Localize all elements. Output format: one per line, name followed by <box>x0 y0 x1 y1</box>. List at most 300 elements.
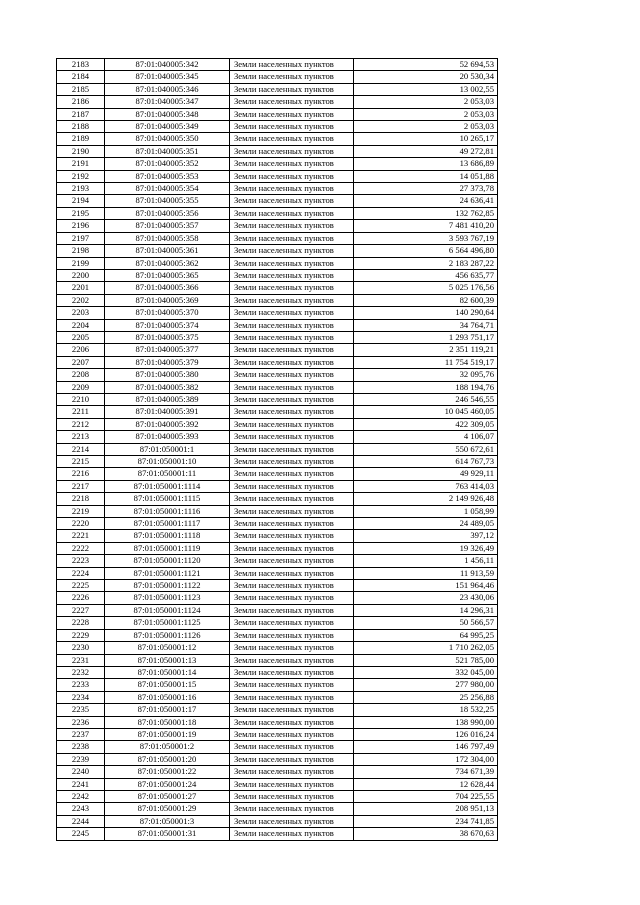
land-category-cell: Земли населенных пунктов <box>230 207 354 219</box>
table-row <box>57 220 498 232</box>
cadastral-value-cell: 49 272,81 <box>354 145 498 157</box>
row-number-cell: 2205 <box>57 331 105 343</box>
cadastral-value-cell: 13 002,55 <box>354 83 498 95</box>
land-category-cell: Земли населенных пунктов <box>230 71 354 83</box>
cadastral-value-cell: 456 635,77 <box>354 269 498 281</box>
cadastral-number-cell: 87:01:050001:1118 <box>105 530 230 542</box>
table-row <box>57 778 498 790</box>
land-category-cell: Земли населенных пунктов <box>230 542 354 554</box>
table-row <box>57 418 498 430</box>
row-number-cell: 2221 <box>57 530 105 542</box>
row-number-cell: 2223 <box>57 555 105 567</box>
cadastral-number-cell: 87:01:050001:16 <box>105 691 230 703</box>
cadastral-value-cell: 20 530,34 <box>354 71 498 83</box>
row-number-cell: 2212 <box>57 418 105 430</box>
table-row <box>57 815 498 827</box>
land-category-cell: Земли населенных пунктов <box>230 654 354 666</box>
cadastral-number-cell: 87:01:040005:375 <box>105 331 230 343</box>
cadastral-number-cell: 87:01:050001:1125 <box>105 617 230 629</box>
table-row <box>57 344 498 356</box>
table-row <box>57 716 498 728</box>
land-category-cell: Земли населенных пунктов <box>230 344 354 356</box>
row-number-cell: 2204 <box>57 319 105 331</box>
cadastral-value-cell: 4 106,07 <box>354 431 498 443</box>
cadastral-value-cell: 2 351 119,21 <box>354 344 498 356</box>
land-category-cell: Земли населенных пунктов <box>230 642 354 654</box>
cadastral-number-cell: 87:01:050001:18 <box>105 716 230 728</box>
row-number-cell: 2229 <box>57 629 105 641</box>
table-row <box>57 567 498 579</box>
cadastral-value-cell: 11 754 519,17 <box>354 356 498 368</box>
cadastral-value-cell: 151 964,46 <box>354 580 498 592</box>
cadastral-value-cell: 332 045,00 <box>354 666 498 678</box>
land-category-cell: Земли населенных пунктов <box>230 505 354 517</box>
table-row <box>57 518 498 530</box>
land-category-cell: Земли населенных пунктов <box>230 331 354 343</box>
cadastral-value-cell: 23 430,06 <box>354 592 498 604</box>
land-category-cell: Земли населенных пунктов <box>230 418 354 430</box>
cadastral-number-cell: 87:01:050001:11 <box>105 468 230 480</box>
table-row <box>57 654 498 666</box>
cadastral-number-cell: 87:01:050001:1114 <box>105 480 230 492</box>
land-category-cell: Земли населенных пунктов <box>230 170 354 182</box>
table-row <box>57 393 498 405</box>
cadastral-number-cell: 87:01:050001:1116 <box>105 505 230 517</box>
row-number-cell: 2197 <box>57 232 105 244</box>
land-category-cell: Земли населенных пунктов <box>230 183 354 195</box>
cadastral-number-cell: 87:01:040005:365 <box>105 269 230 281</box>
row-number-cell: 2217 <box>57 480 105 492</box>
land-category-cell: Земли населенных пунктов <box>230 158 354 170</box>
row-number-cell: 2192 <box>57 170 105 182</box>
land-category-cell: Земли населенных пунктов <box>230 580 354 592</box>
land-category-cell: Земли населенных пунктов <box>230 778 354 790</box>
cadastral-number-cell: 87:01:050001:20 <box>105 753 230 765</box>
row-number-cell: 2190 <box>57 145 105 157</box>
row-number-cell: 2207 <box>57 356 105 368</box>
cadastral-number-cell: 87:01:050001:1122 <box>105 580 230 592</box>
row-number-cell: 2195 <box>57 207 105 219</box>
cadastral-number-cell: 87:01:040005:348 <box>105 108 230 120</box>
row-number-cell: 2222 <box>57 542 105 554</box>
row-number-cell: 2198 <box>57 245 105 257</box>
table-row <box>57 753 498 765</box>
cadastral-number-cell: 87:01:040005:342 <box>105 59 230 71</box>
row-number-cell: 2220 <box>57 518 105 530</box>
table-row <box>57 133 498 145</box>
land-category-cell: Земли населенных пунктов <box>230 728 354 740</box>
land-category-cell: Земли населенных пунктов <box>230 753 354 765</box>
row-number-cell: 2201 <box>57 282 105 294</box>
table-row <box>57 456 498 468</box>
table-row <box>57 629 498 641</box>
land-category-cell: Земли населенных пунктов <box>230 96 354 108</box>
cadastral-value-cell: 6 564 496,80 <box>354 245 498 257</box>
cadastral-value-cell: 2 053,03 <box>354 108 498 120</box>
land-category-cell: Земли населенных пунктов <box>230 766 354 778</box>
table-row <box>57 381 498 393</box>
cadastral-value-cell: 614 767,73 <box>354 456 498 468</box>
land-category-cell: Земли населенных пунктов <box>230 790 354 802</box>
table-row <box>57 96 498 108</box>
cadastral-value-cell: 138 990,00 <box>354 716 498 728</box>
cadastral-number-cell: 87:01:040005:357 <box>105 220 230 232</box>
cadastral-number-cell: 87:01:040005:366 <box>105 282 230 294</box>
row-number-cell: 2242 <box>57 790 105 802</box>
cadastral-value-cell: 3 593 767,19 <box>354 232 498 244</box>
cadastral-value-cell: 11 913,59 <box>354 567 498 579</box>
table-row <box>57 406 498 418</box>
row-number-cell: 2199 <box>57 257 105 269</box>
cadastral-value-cell: 52 694,53 <box>354 59 498 71</box>
cadastral-value-cell: 64 995,25 <box>354 629 498 641</box>
row-number-cell: 2186 <box>57 96 105 108</box>
row-number-cell: 2206 <box>57 344 105 356</box>
cadastral-value-cell: 18 532,25 <box>354 704 498 716</box>
table-row <box>57 443 498 455</box>
cadastral-value-cell: 550 672,61 <box>354 443 498 455</box>
row-number-cell: 2184 <box>57 71 105 83</box>
cadastral-value-cell: 1 456,11 <box>354 555 498 567</box>
land-category-cell: Земли населенных пунктов <box>230 393 354 405</box>
cadastral-value-cell: 7 481 410,20 <box>354 220 498 232</box>
cadastral-number-cell: 87:01:050001:1124 <box>105 604 230 616</box>
land-category-cell: Земли населенных пунктов <box>230 195 354 207</box>
table-row <box>57 604 498 616</box>
table-row <box>57 170 498 182</box>
table-row <box>57 555 498 567</box>
cadastral-number-cell: 87:01:040005:393 <box>105 431 230 443</box>
cadastral-value-cell: 246 546,55 <box>354 393 498 405</box>
row-number-cell: 2210 <box>57 393 105 405</box>
cadastral-value-cell: 49 929,11 <box>354 468 498 480</box>
cadastral-value-cell: 50 566,57 <box>354 617 498 629</box>
cadastral-value-table <box>56 58 498 841</box>
table-row <box>57 828 498 840</box>
cadastral-number-cell: 87:01:040005:353 <box>105 170 230 182</box>
row-number-cell: 2225 <box>57 580 105 592</box>
cadastral-number-cell: 87:01:050001:1121 <box>105 567 230 579</box>
cadastral-value-cell: 188 194,76 <box>354 381 498 393</box>
table-row <box>57 59 498 71</box>
land-category-cell: Земли населенных пунктов <box>230 617 354 629</box>
table-row <box>57 195 498 207</box>
cadastral-number-cell: 87:01:040005:354 <box>105 183 230 195</box>
row-number-cell: 2209 <box>57 381 105 393</box>
row-number-cell: 2200 <box>57 269 105 281</box>
land-category-cell: Земли населенных пунктов <box>230 83 354 95</box>
table-row <box>57 617 498 629</box>
cadastral-value-cell: 32 095,76 <box>354 369 498 381</box>
table-row <box>57 294 498 306</box>
row-number-cell: 2203 <box>57 307 105 319</box>
row-number-cell: 2244 <box>57 815 105 827</box>
row-number-cell: 2202 <box>57 294 105 306</box>
cadastral-value-cell: 2 149 926,48 <box>354 493 498 505</box>
table-row <box>57 803 498 815</box>
row-number-cell: 2232 <box>57 666 105 678</box>
cadastral-number-cell: 87:01:050001:17 <box>105 704 230 716</box>
cadastral-number-cell: 87:01:040005:351 <box>105 145 230 157</box>
row-number-cell: 2194 <box>57 195 105 207</box>
cadastral-value-cell: 2 053,03 <box>354 96 498 108</box>
land-category-cell: Земли населенных пунктов <box>230 530 354 542</box>
land-category-cell: Земли населенных пунктов <box>230 456 354 468</box>
cadastral-value-cell: 1 293 751,17 <box>354 331 498 343</box>
land-category-cell: Земли населенных пунктов <box>230 406 354 418</box>
table-row <box>57 642 498 654</box>
table-row <box>57 71 498 83</box>
table-row <box>57 108 498 120</box>
cadastral-value-cell: 132 762,85 <box>354 207 498 219</box>
table-row <box>57 121 498 133</box>
cadastral-number-cell: 87:01:050001:19 <box>105 728 230 740</box>
cadastral-value-cell: 10 045 460,05 <box>354 406 498 418</box>
row-number-cell: 2218 <box>57 493 105 505</box>
cadastral-value-cell: 24 489,05 <box>354 518 498 530</box>
row-number-cell: 2231 <box>57 654 105 666</box>
cadastral-value-cell: 25 256,88 <box>354 691 498 703</box>
cadastral-number-cell: 87:01:050001:13 <box>105 654 230 666</box>
cadastral-number-cell: 87:01:050001:10 <box>105 456 230 468</box>
row-number-cell: 2214 <box>57 443 105 455</box>
cadastral-number-cell: 87:01:050001:1120 <box>105 555 230 567</box>
cadastral-number-cell: 87:01:040005:380 <box>105 369 230 381</box>
cadastral-value-cell: 34 764,71 <box>354 319 498 331</box>
table-row <box>57 232 498 244</box>
land-category-cell: Земли населенных пунктов <box>230 691 354 703</box>
land-category-cell: Земли населенных пунктов <box>230 145 354 157</box>
land-category-cell: Земли населенных пунктов <box>230 679 354 691</box>
cadastral-value-cell: 172 304,00 <box>354 753 498 765</box>
row-number-cell: 2213 <box>57 431 105 443</box>
cadastral-number-cell: 87:01:040005:346 <box>105 83 230 95</box>
row-number-cell: 2196 <box>57 220 105 232</box>
table-row <box>57 480 498 492</box>
land-category-cell: Земли населенных пунктов <box>230 232 354 244</box>
cadastral-value-cell: 13 686,89 <box>354 158 498 170</box>
table-row <box>57 790 498 802</box>
cadastral-value-cell: 397,12 <box>354 530 498 542</box>
cadastral-value-cell: 82 600,39 <box>354 294 498 306</box>
cadastral-number-cell: 87:01:050001:14 <box>105 666 230 678</box>
cadastral-number-cell: 87:01:040005:389 <box>105 393 230 405</box>
table-row <box>57 505 498 517</box>
row-number-cell: 2233 <box>57 679 105 691</box>
row-number-cell: 2241 <box>57 778 105 790</box>
land-category-cell: Земли населенных пунктов <box>230 108 354 120</box>
land-category-cell: Земли населенных пунктов <box>230 567 354 579</box>
land-category-cell: Земли населенных пунктов <box>230 629 354 641</box>
land-category-cell: Земли населенных пунктов <box>230 716 354 728</box>
cadastral-value-cell: 1 710 262,05 <box>354 642 498 654</box>
table-row <box>57 257 498 269</box>
table-row <box>57 431 498 443</box>
land-category-cell: Земли населенных пунктов <box>230 741 354 753</box>
row-number-cell: 2245 <box>57 828 105 840</box>
cadastral-value-cell: 38 670,63 <box>354 828 498 840</box>
land-category-cell: Земли населенных пунктов <box>230 604 354 616</box>
land-category-cell: Земли населенных пунктов <box>230 803 354 815</box>
cadastral-number-cell: 87:01:040005:377 <box>105 344 230 356</box>
cadastral-number-cell: 87:01:040005:391 <box>105 406 230 418</box>
cadastral-number-cell: 87:01:050001:31 <box>105 828 230 840</box>
land-category-cell: Земли населенных пунктов <box>230 443 354 455</box>
cadastral-value-cell: 5 025 176,56 <box>354 282 498 294</box>
land-category-cell: Земли населенных пунктов <box>230 592 354 604</box>
cadastral-number-cell: 87:01:050001:22 <box>105 766 230 778</box>
land-category-cell: Земли населенных пунктов <box>230 815 354 827</box>
land-category-cell: Земли населенных пунктов <box>230 257 354 269</box>
row-number-cell: 2185 <box>57 83 105 95</box>
land-category-cell: Земли населенных пунктов <box>230 269 354 281</box>
land-category-cell: Земли населенных пунктов <box>230 666 354 678</box>
table-row <box>57 530 498 542</box>
table-row <box>57 83 498 95</box>
cadastral-value-cell: 763 414,03 <box>354 480 498 492</box>
table-row <box>57 704 498 716</box>
cadastral-number-cell: 87:01:040005:356 <box>105 207 230 219</box>
cadastral-value-cell: 1 058,99 <box>354 505 498 517</box>
row-number-cell: 2216 <box>57 468 105 480</box>
table-row <box>57 145 498 157</box>
row-number-cell: 2188 <box>57 121 105 133</box>
cadastral-value-cell: 277 980,00 <box>354 679 498 691</box>
cadastral-number-cell: 87:01:040005:362 <box>105 257 230 269</box>
cadastral-value-cell: 14 051,88 <box>354 170 498 182</box>
table-row <box>57 269 498 281</box>
land-category-cell: Земли населенных пунктов <box>230 307 354 319</box>
cadastral-number-cell: 87:01:050001:29 <box>105 803 230 815</box>
land-category-cell: Земли населенных пунктов <box>230 493 354 505</box>
land-category-cell: Земли населенных пунктов <box>230 431 354 443</box>
table-row <box>57 728 498 740</box>
table-row <box>57 183 498 195</box>
cadastral-value-cell: 140 290,64 <box>354 307 498 319</box>
table-row <box>57 158 498 170</box>
table-row <box>57 356 498 368</box>
cadastral-number-cell: 87:01:050001:15 <box>105 679 230 691</box>
cadastral-number-cell: 87:01:050001:12 <box>105 642 230 654</box>
cadastral-value-cell: 422 309,05 <box>354 418 498 430</box>
row-number-cell: 2183 <box>57 59 105 71</box>
land-category-cell: Земли населенных пунктов <box>230 121 354 133</box>
row-number-cell: 2224 <box>57 567 105 579</box>
land-category-cell: Земли населенных пунктов <box>230 369 354 381</box>
cadastral-number-cell: 87:01:050001:1119 <box>105 542 230 554</box>
row-number-cell: 2189 <box>57 133 105 145</box>
land-category-cell: Земли населенных пунктов <box>230 294 354 306</box>
land-category-cell: Земли населенных пунктов <box>230 245 354 257</box>
cadastral-number-cell: 87:01:050001:1117 <box>105 518 230 530</box>
table-row <box>57 580 498 592</box>
row-number-cell: 2208 <box>57 369 105 381</box>
row-number-cell: 2228 <box>57 617 105 629</box>
cadastral-value-cell: 234 741,85 <box>354 815 498 827</box>
row-number-cell: 2230 <box>57 642 105 654</box>
row-number-cell: 2193 <box>57 183 105 195</box>
land-category-cell: Земли населенных пунктов <box>230 480 354 492</box>
land-category-cell: Земли населенных пунктов <box>230 381 354 393</box>
cadastral-value-cell: 126 016,24 <box>354 728 498 740</box>
table-row <box>57 592 498 604</box>
table-row <box>57 207 498 219</box>
cadastral-number-cell: 87:01:040005:347 <box>105 96 230 108</box>
table-row <box>57 282 498 294</box>
row-number-cell: 2239 <box>57 753 105 765</box>
row-number-cell: 2219 <box>57 505 105 517</box>
cadastral-value-cell: 2 183 287,22 <box>354 257 498 269</box>
table-row <box>57 666 498 678</box>
row-number-cell: 2235 <box>57 704 105 716</box>
table-row <box>57 307 498 319</box>
row-number-cell: 2236 <box>57 716 105 728</box>
cadastral-value-cell: 521 785,00 <box>354 654 498 666</box>
cadastral-number-cell: 87:01:040005:361 <box>105 245 230 257</box>
table-row <box>57 319 498 331</box>
row-number-cell: 2226 <box>57 592 105 604</box>
cadastral-value-cell: 146 797,49 <box>354 741 498 753</box>
land-category-cell: Земли населенных пунктов <box>230 220 354 232</box>
cadastral-number-cell: 87:01:050001:1115 <box>105 493 230 505</box>
row-number-cell: 2187 <box>57 108 105 120</box>
cadastral-number-cell: 87:01:050001:3 <box>105 815 230 827</box>
cadastral-number-cell: 87:01:040005:379 <box>105 356 230 368</box>
table-row <box>57 331 498 343</box>
table-row <box>57 542 498 554</box>
land-category-cell: Земли населенных пунктов <box>230 282 354 294</box>
table-row <box>57 691 498 703</box>
row-number-cell: 2238 <box>57 741 105 753</box>
cadastral-number-cell: 87:01:050001:24 <box>105 778 230 790</box>
row-number-cell: 2191 <box>57 158 105 170</box>
table-row <box>57 679 498 691</box>
cadastral-number-cell: 87:01:040005:350 <box>105 133 230 145</box>
cadastral-number-cell: 87:01:040005:392 <box>105 418 230 430</box>
land-category-cell: Земли населенных пунктов <box>230 518 354 530</box>
row-number-cell: 2211 <box>57 406 105 418</box>
land-category-cell: Земли населенных пунктов <box>230 356 354 368</box>
table-body <box>57 59 498 841</box>
table-row <box>57 245 498 257</box>
land-category-cell: Земли населенных пунктов <box>230 555 354 567</box>
table-row <box>57 741 498 753</box>
cadastral-number-cell: 87:01:040005:370 <box>105 307 230 319</box>
cadastral-value-cell: 10 265,17 <box>354 133 498 145</box>
cadastral-value-cell: 12 628,44 <box>354 778 498 790</box>
cadastral-value-cell: 27 373,78 <box>354 183 498 195</box>
table-row <box>57 493 498 505</box>
cadastral-value-cell: 14 296,31 <box>354 604 498 616</box>
cadastral-value-cell: 2 053,03 <box>354 121 498 133</box>
land-category-cell: Земли населенных пунктов <box>230 468 354 480</box>
cadastral-number-cell: 87:01:050001:2 <box>105 741 230 753</box>
cadastral-number-cell: 87:01:040005:358 <box>105 232 230 244</box>
cadastral-number-cell: 87:01:040005:345 <box>105 71 230 83</box>
cadastral-number-cell: 87:01:050001:27 <box>105 790 230 802</box>
table-row <box>57 468 498 480</box>
table-row <box>57 369 498 381</box>
cadastral-number-cell: 87:01:040005:352 <box>105 158 230 170</box>
cadastral-number-cell: 87:01:050001:1123 <box>105 592 230 604</box>
row-number-cell: 2227 <box>57 604 105 616</box>
cadastral-number-cell: 87:01:040005:355 <box>105 195 230 207</box>
cadastral-number-cell: 87:01:050001:1126 <box>105 629 230 641</box>
land-category-cell: Земли населенных пунктов <box>230 704 354 716</box>
cadastral-number-cell: 87:01:040005:374 <box>105 319 230 331</box>
cadastral-value-cell: 208 951,13 <box>354 803 498 815</box>
land-category-cell: Земли населенных пунктов <box>230 319 354 331</box>
